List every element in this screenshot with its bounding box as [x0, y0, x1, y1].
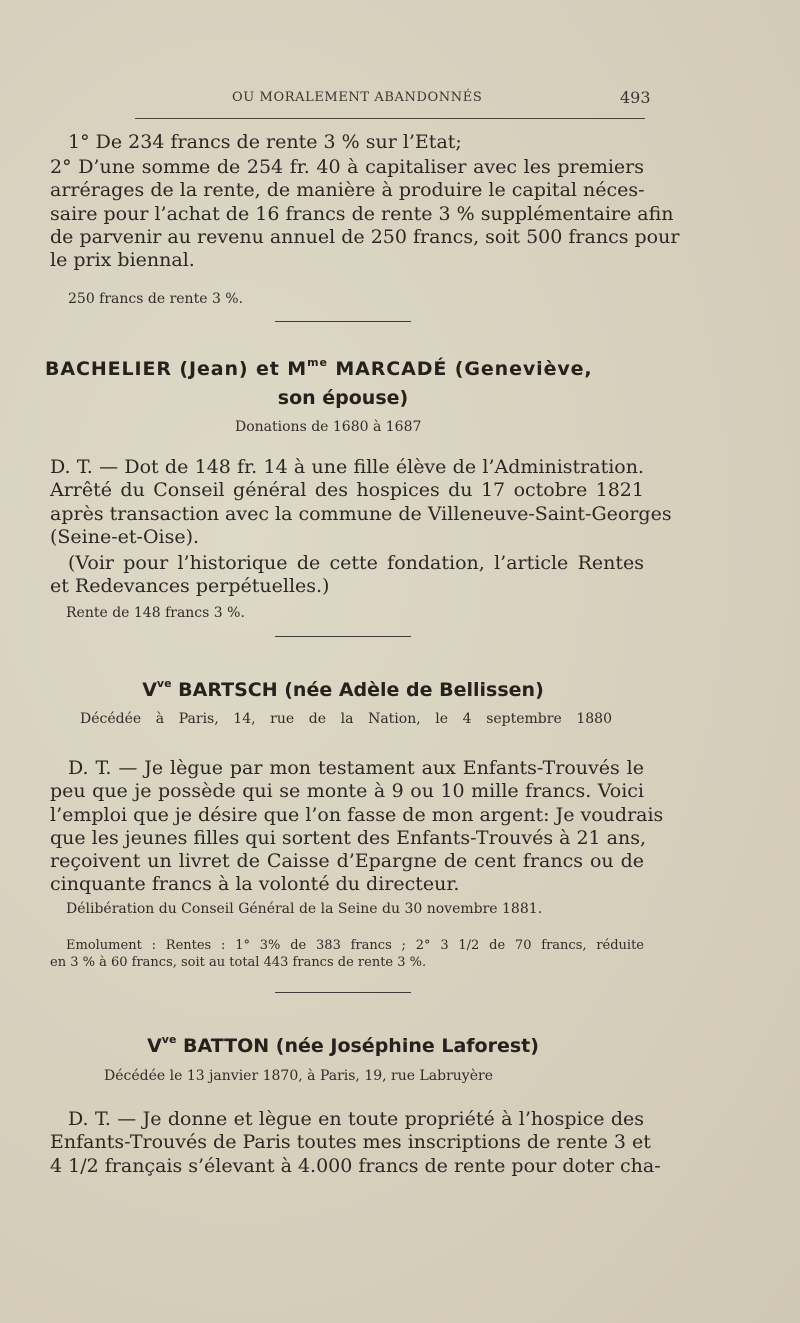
heading-text: MARCADÉ (Geneviève, — [327, 358, 593, 380]
text-line: cinquante francs à la volonté du directeur. — [50, 873, 460, 896]
running-head — [0, 90, 800, 112]
text-line: arrérages de la rente, de manière à produire le capital néces- — [50, 179, 645, 202]
entry-bachelier-body — [50, 456, 672, 549]
text-line: et Redevances perpétuelles.) — [50, 575, 330, 598]
text-line: D. T. — Dot de 148 fr. 14 à une fille élève de l’Administration. — [50, 456, 644, 478]
section-separator — [275, 321, 411, 322]
entry-bachelier-body-2 — [50, 552, 644, 599]
entry-bartsch-deliberation: Délibération du Conseil Général de la Seine du 30 novembre 1881. — [66, 901, 543, 917]
heading-superscript: me — [307, 355, 328, 369]
text-line: peu que je possède qui se monte à 9 ou 10 mille francs. Voici — [50, 780, 644, 803]
entry-batton-heading — [0, 1034, 686, 1059]
entry-heading-line — [45, 357, 655, 382]
text-line: après transaction avec la commune de Villeneuve-Saint-Georges — [50, 502, 672, 525]
text-line: de parvenir au revenu annuel de 250 francs, soit 500 francs pour — [50, 225, 680, 248]
intro-item-2 — [50, 156, 680, 272]
page-number: 493 — [620, 88, 651, 107]
entry-bachelier-subtitle: Donations de 1680 à 1687 — [235, 419, 422, 435]
text-line: (Seine-et-Oise). — [50, 525, 200, 548]
heading-text: BATTON (née Joséphine Laforest) — [176, 1035, 539, 1057]
entry-bachelier-heading — [45, 357, 655, 382]
heading-text: V — [142, 679, 157, 701]
running-title: OU MORALEMENT ABANDONNÉS — [232, 90, 483, 105]
text-line: D. T. — Je donne et lègue en toute propriété à l’hospice des — [68, 1108, 644, 1130]
entry-bachelier-note: Rente de 148 francs 3 %. — [66, 605, 245, 621]
heading-text: V — [147, 1035, 162, 1057]
section-separator — [275, 636, 411, 637]
entry-bachelier-heading-line2: son épouse) — [277, 387, 409, 409]
text-line: D. T. — Je lègue par mon testament aux Enfants-Trouvés le — [68, 757, 644, 779]
entry-bartsch-emolument — [50, 937, 644, 971]
text-line: Emolument : Rentes : 1° 3% de 383 francs ; 2° 3 1/2 de 70 francs, réduite — [66, 938, 644, 953]
heading-text: BACHELIER (Jean) et M — [45, 358, 308, 380]
text-line: Arrêté du Conseil général des hospices du 17 octobre 1821 — [50, 479, 644, 502]
entry-bartsch-subtitle: Décédée à Paris, 14, rue de la Nation, le 4 septembre 1880 — [80, 711, 612, 727]
section-separator — [275, 992, 411, 993]
text-line: que les jeunes filles qui sortent des Enfants-Trouvés à 21 ans, — [50, 826, 647, 849]
heading-superscript: ve — [161, 1032, 177, 1046]
header-rule — [135, 118, 645, 119]
intro-item-1: 1° De 234 francs de rente 3 % sur l’Etat; — [68, 131, 462, 153]
heading-superscript: ve — [156, 676, 172, 690]
text-line: reçoivent un livret de Caisse d’Epargne de cent francs ou de — [50, 850, 644, 873]
text-line: le prix biennal. — [50, 249, 195, 272]
entry-bartsch-body — [50, 757, 664, 897]
text-line: 2° D’une somme de 254 fr. 40 à capitaliser avec les premiers — [50, 156, 644, 178]
entry-batton-body — [50, 1108, 661, 1178]
heading-text: BARTSCH (née Adèle de Bellissen) — [171, 679, 544, 701]
entry-batton-subtitle: Décédée le 13 janvier 1870, à Paris, 19, rue Labruyère — [104, 1068, 493, 1084]
entry-bartsch-heading — [0, 678, 686, 703]
text-line: 4 1/2 français s’élevant à 4.000 francs de rente pour doter cha- — [50, 1154, 661, 1177]
text-line: en 3 % à 60 francs, soit au total 443 francs de rente 3 %. — [50, 955, 427, 970]
text-line: saire pour l’achat de 16 francs de rente 3 % supplémentaire afin — [50, 202, 674, 225]
intro-note: 250 francs de rente 3 %. — [68, 291, 244, 307]
text-line: l’emploi que je désire que l’on fasse de mon argent: Je voudrais — [50, 803, 664, 826]
text-line: (Voir pour l’historique de cette fondation, l’article Rentes — [68, 552, 644, 574]
text-line: Enfants-Trouvés de Paris toutes mes inscriptions de rente 3 et — [50, 1131, 651, 1154]
